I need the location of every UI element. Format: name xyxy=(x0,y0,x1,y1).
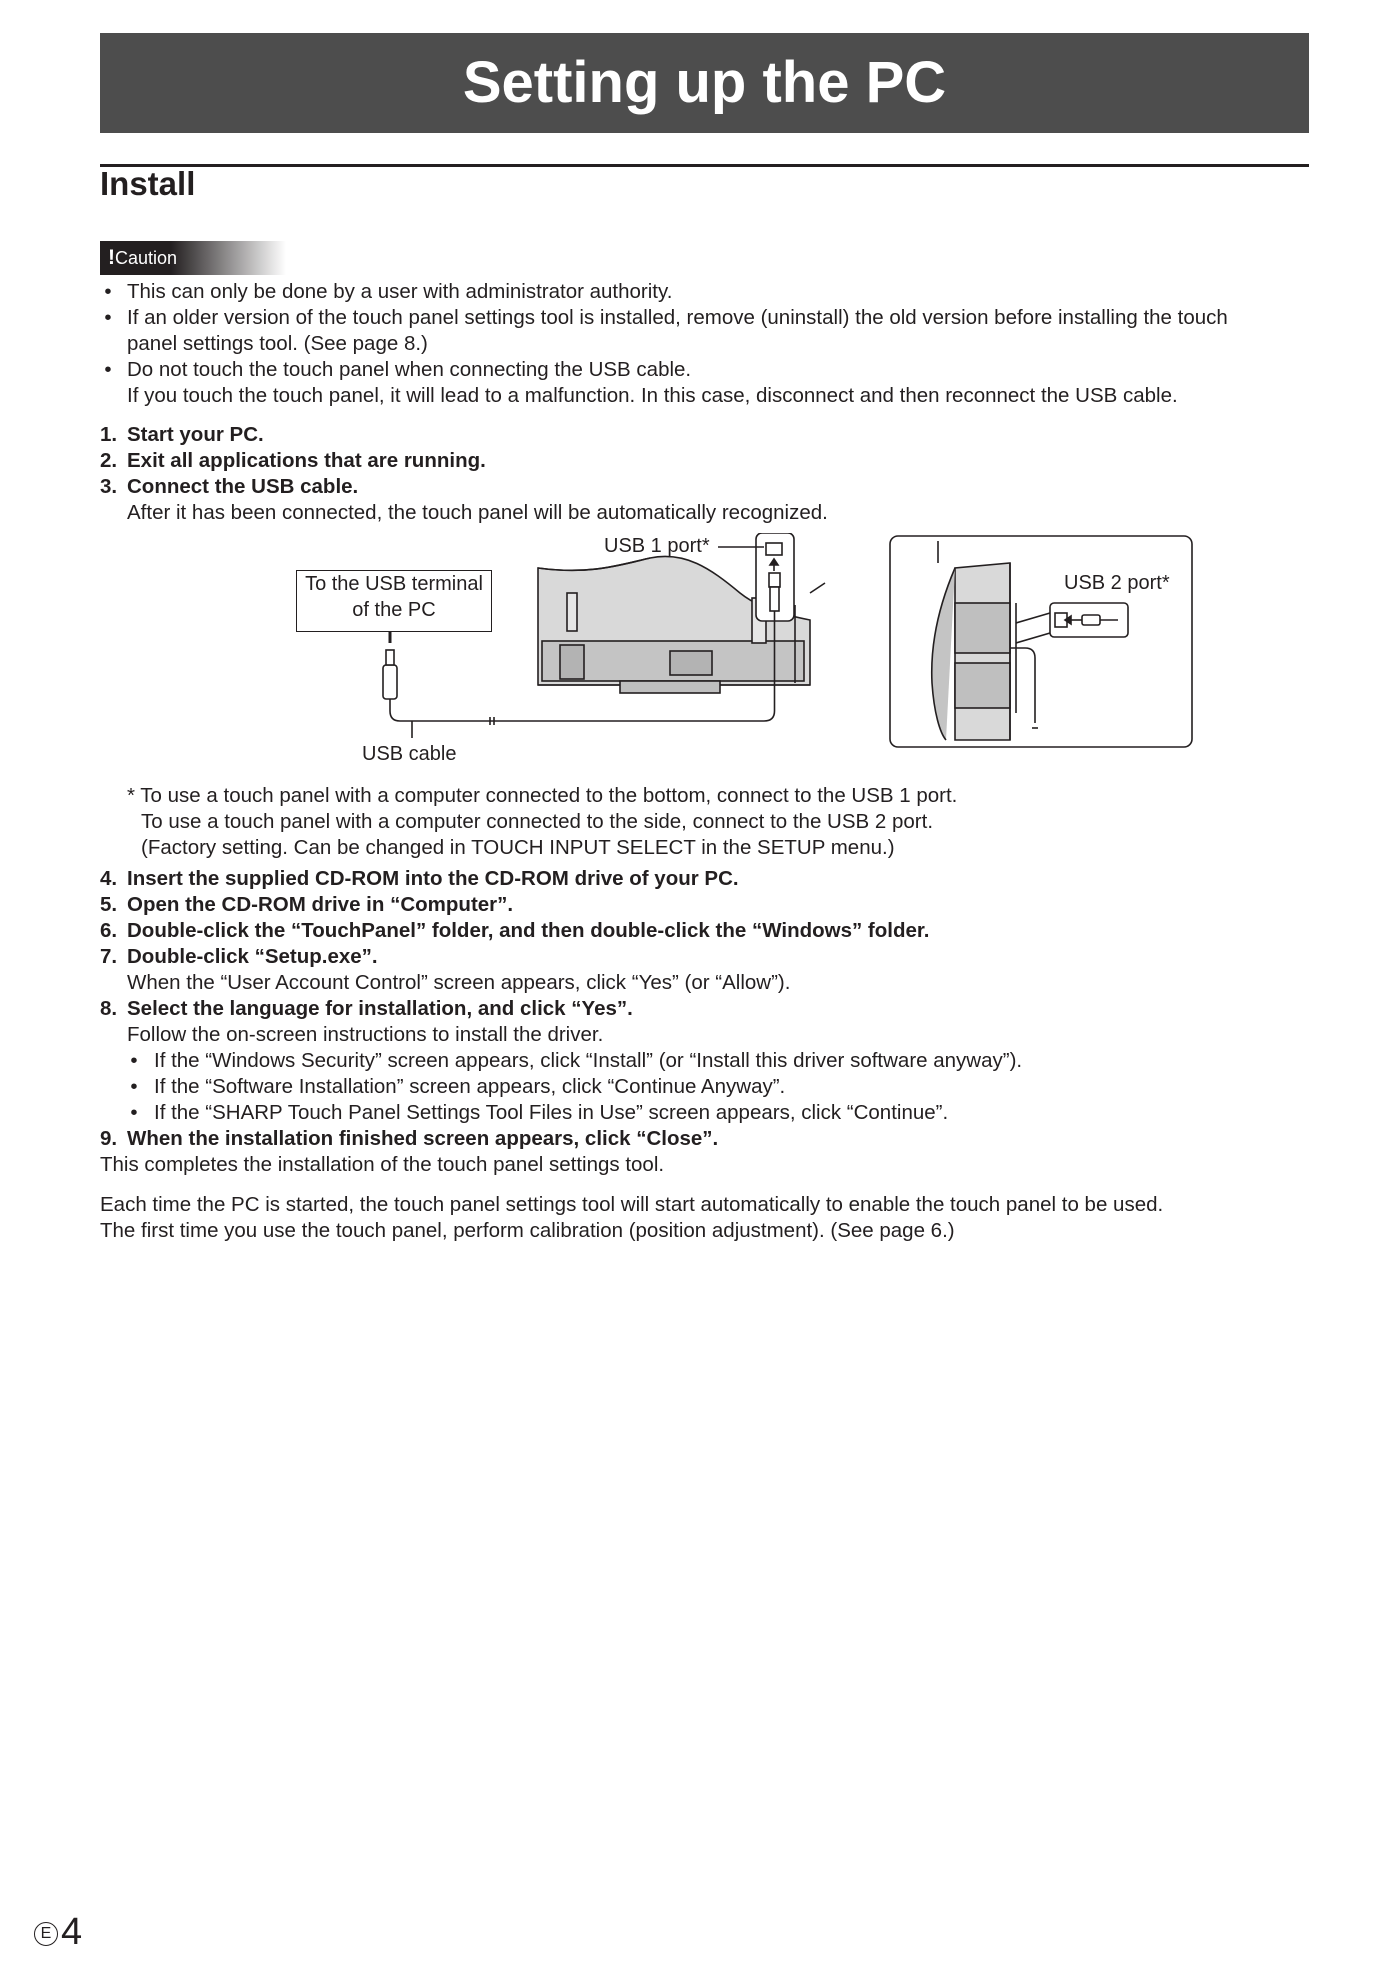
diagram-illustration xyxy=(290,533,1220,768)
page-number: E 4 xyxy=(34,1910,82,1954)
caution-badge xyxy=(100,241,286,275)
section-heading: Install xyxy=(100,165,196,202)
caution-item: If an older version of the touch panel settings tool is installed, remove (uninstall) the old version before installing the touch xyxy=(127,306,1228,329)
closing-paragraph-line: Each time the PC is started, the touch panel settings tool will start automatically to enable the touch panel to be used. xyxy=(100,1193,1164,1216)
step-7: 7. Double-click “Setup.exe”. xyxy=(100,945,378,968)
step-7-note: When the “User Account Control” screen appears, click “Yes” (or “Allow”). xyxy=(127,971,791,994)
step-5: 5. Open the CD-ROM drive in “Computer”. xyxy=(100,893,514,916)
usb-cable-label: USB cable xyxy=(362,743,457,765)
bullet-icon: • xyxy=(104,306,112,329)
caution-item: panel settings tool. (See page 8.) xyxy=(127,332,428,355)
usb1-port-label: USB 1 port* xyxy=(604,535,710,557)
bullet-icon: • xyxy=(130,1101,138,1124)
footnote-line: To use a touch panel with a computer connected to the side, connect to the USB 2 port. xyxy=(141,810,934,833)
step-8-bullet: If the “Windows Security” screen appears, click “Install” (or “Install this driver software anyway”). xyxy=(154,1049,1023,1072)
caution-icon: ! xyxy=(108,246,115,269)
section-divider xyxy=(100,164,1309,167)
step-1: 1. Start your PC. xyxy=(100,423,264,446)
caution-item: Do not touch the touch panel when connecting the USB cable. xyxy=(127,358,692,381)
step-3: 3. Connect the USB cable. xyxy=(100,475,359,498)
bullet-icon: • xyxy=(104,280,112,303)
step-4: 4. Insert the supplied CD-ROM into the CD-ROM drive of your PC. xyxy=(100,867,739,890)
completion-text: This completes the installation of the touch panel settings tool. xyxy=(100,1153,665,1176)
language-circle-icon: E xyxy=(34,1922,58,1946)
step-6: 6. Double-click the “TouchPanel” folder, and then double-click the “Windows” folder. xyxy=(100,919,930,942)
step-8-bullet: If the “Software Installation” screen appears, click “Continue Anyway”. xyxy=(154,1075,786,1098)
step-8-note: Follow the on-screen instructions to install the driver. xyxy=(127,1023,604,1046)
footnote-line: (Factory setting. Can be changed in TOUCH INPUT SELECT in the SETUP menu.) xyxy=(141,836,895,859)
step-8-bullet: If the “SHARP Touch Panel Settings Tool Files in Use” screen appears, click “Continue”. xyxy=(154,1101,949,1124)
caution-item: If you touch the touch panel, it will lead to a malfunction. In this case, disconnect and then reconnect the USB cable. xyxy=(127,384,1178,407)
step-8: 8. Select the language for installation, and click “Yes”. xyxy=(100,997,633,1020)
pc-usb-terminal-label: To the USB terminal of the PC xyxy=(296,570,492,632)
step-9: 9. When the installation finished screen appears, click “Close”. xyxy=(100,1127,719,1150)
page-title: Setting up the PC xyxy=(100,33,1309,133)
usb-connection-diagram xyxy=(290,533,1220,768)
footnote-line: * To use a touch panel with a computer connected to the bottom, connect to the USB 1 port. xyxy=(127,784,958,807)
bullet-icon: • xyxy=(104,358,112,381)
closing-paragraph-line: The first time you use the touch panel, perform calibration (position adjustment). (See page 6.) xyxy=(100,1219,955,1242)
caution-label: Caution xyxy=(115,248,178,268)
bullet-icon: • xyxy=(130,1049,138,1072)
step-2: 2. Exit all applications that are running. xyxy=(100,449,486,472)
caution-item: This can only be done by a user with administrator authority. xyxy=(127,280,673,303)
bullet-icon: • xyxy=(130,1075,138,1098)
step-3-note: After it has been connected, the touch panel will be automatically recognized. xyxy=(127,501,828,524)
usb2-port-label: USB 2 port* xyxy=(1064,572,1170,594)
